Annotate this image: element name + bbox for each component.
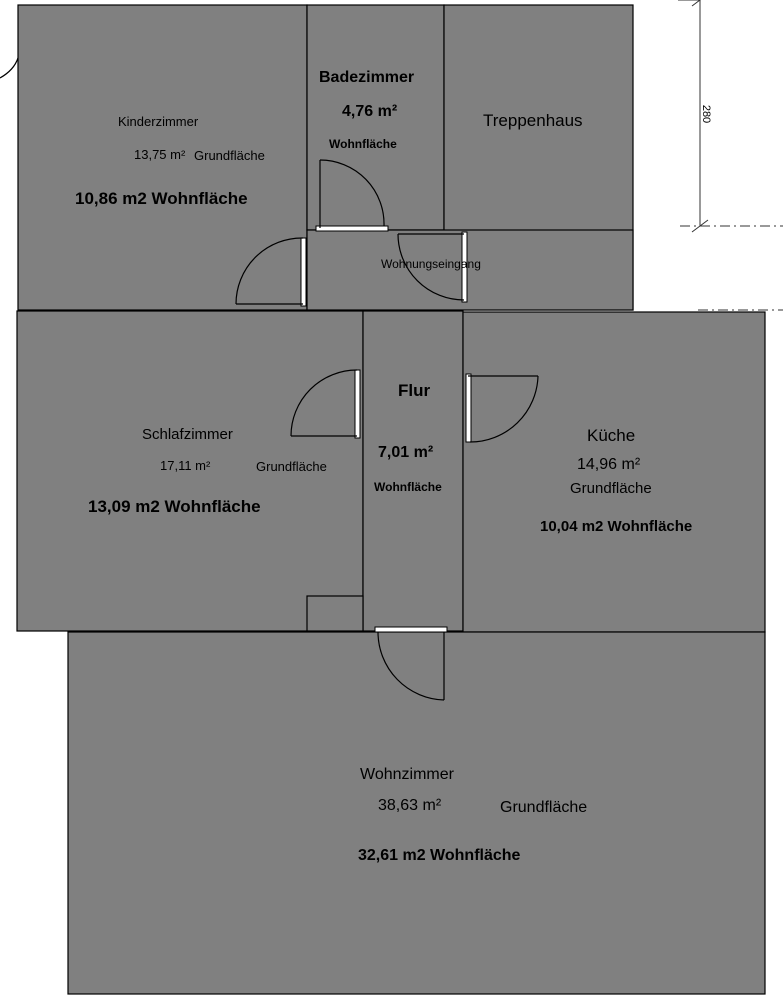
wohnzimmer-wohnflaeche: 32,61 m2 Wohnfläche bbox=[358, 847, 521, 864]
kinder-door-leaf bbox=[301, 238, 306, 306]
outer-door-swing bbox=[0, 58, 18, 78]
flur-area: 7,01 m² bbox=[378, 444, 434, 461]
bad-door-leaf bbox=[316, 226, 388, 231]
wohnzimmer-grundflaeche: 38,63 m² bbox=[378, 797, 442, 814]
schlafzimmer-wohnflaeche: 13,09 m2 Wohnfläche bbox=[88, 497, 261, 516]
schlafzimmer-grund-label: Grundfläche bbox=[256, 459, 327, 474]
kinderzimmer-wohnflaeche: 10,86 m2 Wohnfläche bbox=[75, 189, 248, 208]
schlafzimmer-cabinet bbox=[307, 596, 363, 631]
badezimmer-area: 4,76 m² bbox=[342, 103, 398, 120]
kueche-name: Küche bbox=[587, 426, 636, 445]
kueche-door-leaf bbox=[466, 374, 471, 442]
schlaf-door-leaf bbox=[355, 370, 360, 438]
kueche-grund-label: Grundfläche bbox=[570, 480, 652, 497]
flur-name: Flur bbox=[398, 381, 431, 400]
dimension-label: 280 bbox=[700, 104, 713, 124]
kinderzimmer-name: Kinderzimmer bbox=[118, 114, 199, 129]
badezimmer-wohn-label: Wohnfläche bbox=[329, 137, 397, 151]
treppenhaus-name: Treppenhaus bbox=[483, 111, 583, 130]
schlafzimmer-grundflaeche: 17,11 m² bbox=[160, 458, 211, 473]
kinderzimmer-grund-label: Grundfläche bbox=[194, 148, 265, 163]
flur-wohn-label: Wohnfläche bbox=[374, 480, 442, 494]
room-flur bbox=[363, 311, 463, 631]
wohnzimmer-grund-label: Grundfläche bbox=[500, 799, 588, 816]
kinderzimmer-grundflaeche: 13,75 m² bbox=[134, 147, 186, 162]
kueche-grundflaeche: 14,96 m² bbox=[577, 456, 641, 473]
wohn-door-leaf bbox=[375, 627, 447, 632]
wohnungseingang-name: Wohnungseingang bbox=[381, 257, 481, 271]
schlafzimmer-name: Schlafzimmer bbox=[142, 426, 233, 443]
wohnzimmer-name: Wohnzimmer bbox=[360, 766, 454, 783]
badezimmer-name: Badezimmer bbox=[319, 69, 415, 86]
kueche-wohnflaeche: 10,04 m2 Wohnfläche bbox=[540, 518, 693, 535]
